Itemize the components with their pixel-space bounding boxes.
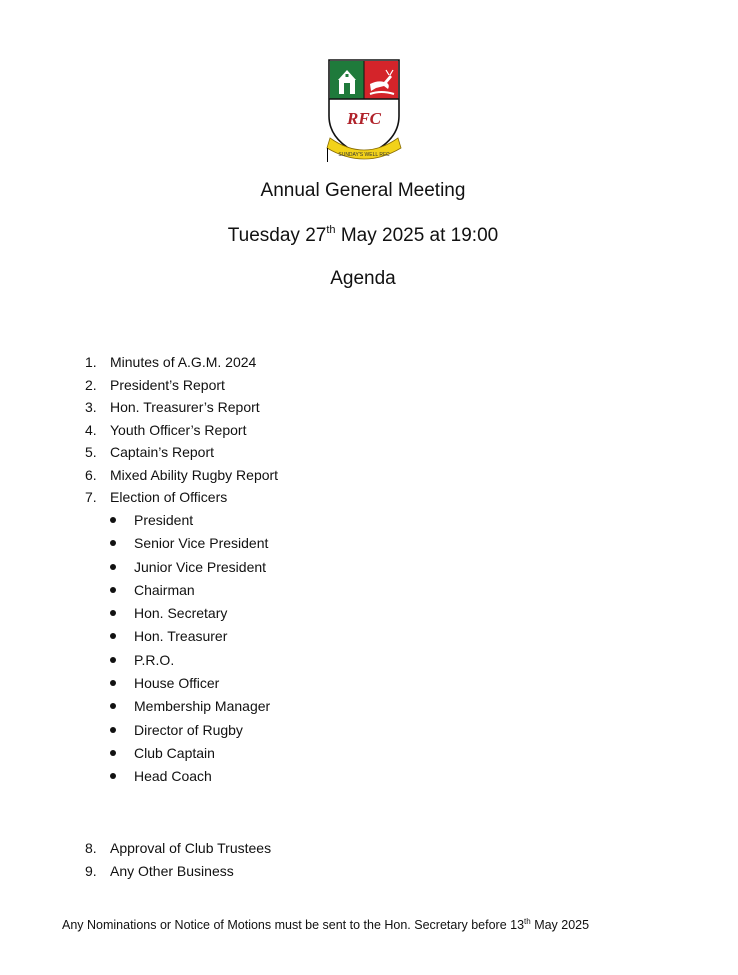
agenda-item: [85, 465, 278, 488]
crest-letters: RFC: [346, 109, 382, 128]
officer-item: [110, 603, 270, 626]
agenda-item: [85, 442, 278, 465]
officer-label: Club Captain: [134, 744, 215, 761]
agenda-item-label: Hon. Treasurer’s Report: [110, 399, 260, 415]
bullet-icon: [110, 657, 116, 663]
agenda-item-label: Captain’s Report: [110, 444, 215, 460]
agenda-item: [85, 352, 278, 375]
officer-label: Hon. Secretary: [134, 605, 228, 622]
meeting-date: [0, 225, 726, 247]
officer-label: Junior Vice President: [134, 558, 267, 575]
agenda-item-number: 3.: [85, 399, 97, 415]
bullet-icon: [110, 540, 116, 546]
agenda-item-number: 4.: [85, 421, 97, 438]
officer-label: Chairman: [134, 581, 195, 598]
agenda-list-bottom: [85, 838, 271, 883]
date-prefix: Tuesday 27: [227, 225, 327, 246]
officer-label: Head Coach: [134, 768, 212, 785]
agenda-item: [85, 838, 271, 861]
note-prefix: Any Nominations or Notice of Motions must be sent to the Hon. Secretary before 13: [62, 918, 525, 932]
date-rest: May 2025 at 19:00: [335, 225, 499, 246]
agenda-item-label: Mixed Ability Rugby Report: [110, 466, 279, 483]
officer-label: Hon. Treasurer: [134, 628, 228, 645]
officer-item: [110, 766, 270, 789]
bullet-icon: [110, 517, 116, 523]
note-suffix: th: [524, 917, 531, 926]
officer-item: [110, 626, 270, 649]
officer-item: [110, 673, 270, 696]
note-rest: May 2025: [530, 918, 590, 932]
officer-item: [110, 580, 270, 603]
agenda-item: [85, 487, 278, 510]
agenda-item: [85, 397, 278, 420]
officer-item: [110, 533, 270, 556]
agenda-item-number: 2.: [85, 376, 97, 393]
agenda-item: [85, 420, 278, 443]
date-suffix: th: [326, 224, 336, 236]
officer-label: Membership Manager: [134, 698, 271, 715]
agenda-item-number: 9.: [85, 862, 97, 879]
agenda-item-label: Youth Officer’s Report: [110, 421, 247, 438]
agenda-list-top: [85, 352, 278, 510]
agenda-item-number: 1.: [85, 354, 97, 370]
agenda-item: [85, 375, 278, 398]
bullet-icon: [110, 564, 116, 570]
agenda-item-label: Approval of Club Trustees: [110, 840, 272, 856]
meeting-title: Annual General Meeting: [260, 180, 466, 201]
officer-label: House Officer: [134, 675, 220, 692]
officer-item: [110, 557, 270, 580]
agenda-heading: Agenda: [330, 268, 396, 289]
agenda-item-number: 8.: [85, 840, 97, 856]
agenda-item-number: 6.: [85, 466, 97, 483]
crest-scroll-text: SUNDAY'S WELL RFC: [338, 152, 390, 158]
agenda-item-label: Any Other Business: [110, 862, 234, 879]
agenda-item-label: Election of Officers: [110, 489, 228, 505]
agenda-item-number: 5.: [85, 444, 97, 460]
text-cursor: [327, 148, 328, 162]
officer-list: [110, 510, 270, 790]
officer-label: Senior Vice President: [134, 535, 269, 552]
officer-item: [110, 510, 270, 533]
officer-item: [110, 743, 270, 766]
agenda-item-label: President’s Report: [110, 376, 225, 393]
bullet-icon: [110, 587, 116, 593]
agenda-item-label: Minutes of A.G.M. 2024: [110, 354, 257, 370]
bullet-icon: [110, 680, 116, 686]
nominations-note: [62, 918, 589, 932]
agenda-item-number: 7.: [85, 489, 97, 505]
club-crest-logo: [326, 58, 402, 164]
bullet-icon: [110, 727, 116, 733]
officer-item: [110, 650, 270, 673]
officer-label: Director of Rugby: [134, 721, 243, 738]
agenda-item: [85, 861, 271, 884]
officer-item: [110, 720, 270, 743]
bullet-icon: [110, 750, 116, 756]
officer-label: President: [134, 512, 194, 528]
bullet-icon: [110, 773, 116, 779]
officer-item: [110, 696, 270, 719]
officer-label: P.R.O.: [134, 651, 175, 668]
bullet-icon: [110, 633, 116, 639]
bullet-icon: [110, 703, 116, 709]
bullet-icon: [110, 610, 116, 616]
